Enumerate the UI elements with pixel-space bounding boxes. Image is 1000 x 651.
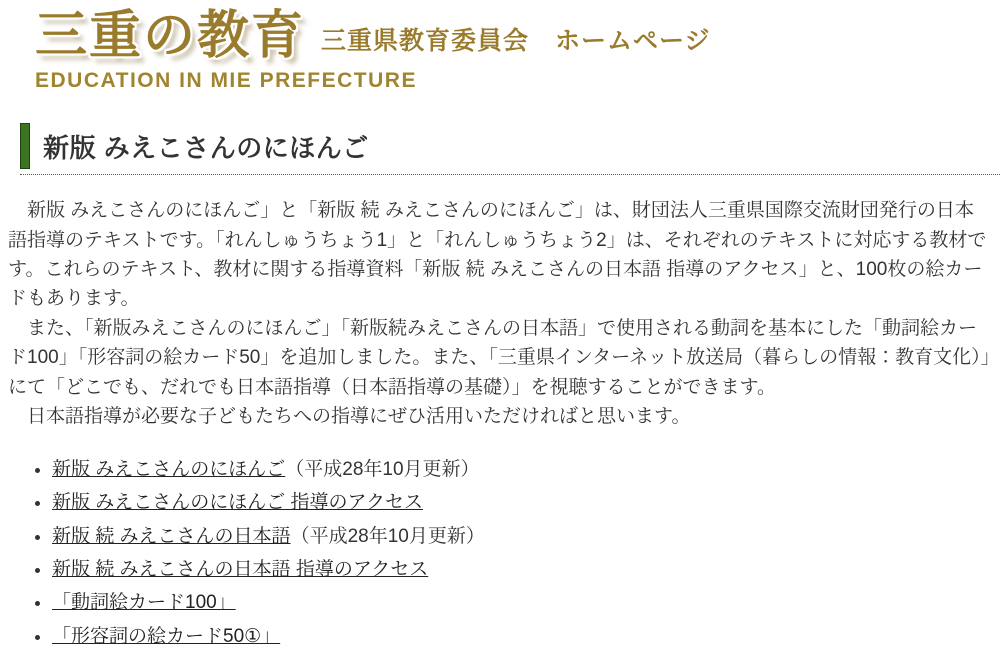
resource-link-zoku-mieko-nihongo-access[interactable]: 新版 続 みえこさんの日本語 指導のアクセス [52,558,429,580]
paragraph-intro: 新版 みえこさんのにほんご」と「新版 続 みえこさんのにほんご」は、財団法人三重県国際交流財団発行の日本語指導のテキストです。「れんしゅうちょう1」と「れんしゅうちょう2」は、それぞれのテキストに対応する教材です。これらのテキスト、教材に関する指導資料「新版 続 みえこさんの日本語 指導のアクセス」と、100枚の絵カードもあります。 [8,200,987,310]
paragraph-additions: また、「新版みえこさんのにほんご」「新版続みえこさんの日本語」で使用される動詞を基本にした「動詞絵カード100」「形容詞の絵カード50」を追加しました。また、「三重県インターネット放送局（暮らしの情報：教育文化）」にて「どこでも、だれでも日本語指導（日本語指導の基礎）」を視聴することができます。 [8,317,991,398]
page-title-block [20,123,1000,175]
site-tagline: EDUCATION IN MIE PREFECTURE [35,69,417,93]
list-item [52,455,992,484]
list-item [52,488,992,517]
list-item [52,555,992,584]
link-suffix: （平成28年10月更新） [285,458,480,480]
link-suffix: （平成28年10月更新） [290,525,485,547]
list-item [52,622,992,651]
site-header [0,0,1000,93]
resource-link-adjective-cards-50[interactable]: 「形容詞の絵カード50①」 [52,625,281,647]
site-logo: 三重の教育 [35,7,306,65]
heading-accent-bar [20,123,30,169]
list-item [52,588,992,617]
resource-link-zoku-mieko-nihongo[interactable]: 新版 続 みえこさんの日本語 [52,525,291,547]
site-subtitle: 三重県教育委員会 ホームページ [321,27,711,56]
resource-link-mieko-nihongo-access[interactable]: 新版 みえこさんのにほんご 指導のアクセス [52,492,423,514]
resource-link-verb-cards-100[interactable]: 「動詞絵カード100」 [52,592,236,614]
page-title: 新版 みえこさんのにほんご [43,133,369,164]
paragraph-closing: 日本語指導が必要な子どもたちへの指導にぜひ活用いただければと思います。 [8,406,691,428]
logo-row [35,8,1000,64]
list-item [52,522,992,551]
main-content [0,175,1000,651]
resource-link-mieko-nihongo[interactable]: 新版 みえこさんのにほんご [52,458,286,480]
resource-list [8,455,992,651]
